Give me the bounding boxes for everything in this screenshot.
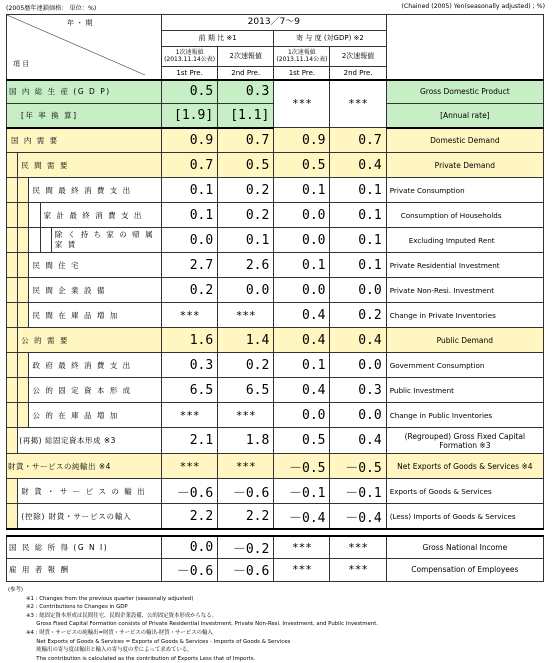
compensation-row [7, 558, 544, 581]
table-row [7, 228, 544, 253]
value-cell: －0.6 [162, 479, 218, 504]
table-row [7, 303, 544, 328]
value-cell: 0.4 [330, 328, 386, 353]
value-cell: 0.4 [330, 428, 386, 454]
value-cell: －0.1 [330, 479, 386, 504]
row-label: 財 貨 ・ サ ー ビ ス の 輸 出 [18, 479, 162, 504]
value-cell: 0.4 [274, 303, 330, 328]
row-label: 財貨・サービスの純輸出 ※4 [7, 454, 162, 479]
row-label: 民 間 最 終 消 費 支 出 [29, 178, 162, 203]
col3-header: 1次速報値 (2013.11.14公表) [274, 46, 330, 67]
value-cell: 0.1 [162, 203, 218, 228]
qoq-header: 前 期 比 ※1 [162, 31, 274, 46]
row-label-en: Private Non-Resi. Investment [386, 278, 543, 303]
value-cell: －0.6 [162, 558, 218, 581]
value-cell: 0.0 [218, 278, 274, 303]
table-row [7, 353, 544, 378]
row-label: 公 的 在 庫 品 増 加 [29, 403, 162, 428]
value-cell: 0.3 [330, 378, 386, 403]
value-cell: 0.2 [218, 178, 274, 203]
value-cell: 0.0 [330, 403, 386, 428]
value-cell: *** [218, 403, 274, 428]
value-cell: 0.1 [330, 178, 386, 203]
value-cell: 2.2 [162, 504, 218, 529]
value-cell: 2.7 [162, 253, 218, 278]
gdp-row [7, 80, 544, 104]
row-label-en: Excluding Imputed Rent [386, 228, 543, 253]
value-cell: 0.2 [218, 203, 274, 228]
value-cell: *** [162, 303, 218, 328]
value-cell: 0.1 [162, 178, 218, 203]
row-label: 公 的 固 定 資 本 形 成 [29, 378, 162, 403]
value-cell: －0.5 [274, 454, 330, 479]
value-cell: 0.5 [218, 153, 274, 178]
value-cell: 0.3 [162, 353, 218, 378]
value-cell: 0.9 [274, 128, 330, 153]
unit-note: (2005暦年連鎖価格： 単位：%) [6, 5, 97, 12]
value-cell: 1.4 [218, 328, 274, 353]
value-cell: [1.1] [218, 104, 274, 128]
value-cell: 0.7 [330, 128, 386, 153]
value-cell: 0.1 [330, 203, 386, 228]
footnote: (参考) [8, 587, 23, 593]
value-cell: 0.1 [218, 228, 274, 253]
row-label: 民 間 在 庫 品 増 加 [29, 303, 162, 328]
col4-header: 2次速報値 [330, 46, 386, 67]
value-cell: *** [274, 80, 330, 128]
value-cell: 0.4 [274, 378, 330, 403]
value-cell: 2.2 [218, 504, 274, 529]
value-cell: －0.4 [274, 504, 330, 529]
value-cell: *** [162, 403, 218, 428]
value-cell: 0.5 [162, 80, 218, 104]
value-cell: 0.0 [274, 228, 330, 253]
value-cell: 6.5 [218, 378, 274, 403]
row-label: 国 民 総 所 得 (G N I) [7, 536, 162, 559]
row-label: 雇 用 者 報 酬 [7, 558, 162, 581]
row-label-en: Change in Public Inventories [386, 403, 543, 428]
item-label: 項 目 [13, 60, 30, 68]
row-label: 国 内 総 生 産 (G D P) [7, 80, 162, 104]
value-cell: 0.4 [330, 153, 386, 178]
value-cell: 0.2 [162, 278, 218, 303]
row-label-en: Gross Domestic Product [386, 80, 543, 104]
footnote: 純輸出の寄与度は輸出と輸入の寄与度の差によって求めている。 [26, 647, 193, 654]
row-label: 家 計 最 終 消 費 支 出 [40, 203, 161, 228]
pre2: 2nd Pre. [218, 67, 274, 80]
row-label-en: Public Investment [386, 378, 543, 403]
table-row [7, 153, 544, 178]
table-row [7, 479, 544, 504]
row-label-en: Gross National Income [386, 536, 543, 559]
value-cell: 0.2 [330, 303, 386, 328]
gni-row [7, 536, 544, 559]
row-label-en: (Regrouped) Gross Fixed Capital Formation ※3 [386, 428, 543, 454]
value-cell: *** [274, 536, 330, 559]
row-label-en: Private Consumption [386, 178, 543, 203]
value-cell: 0.1 [274, 353, 330, 378]
value-cell: 0.0 [162, 536, 218, 559]
row-label: (再掲) 総固定資本形成 ※3 [18, 428, 162, 454]
row-label: (控除) 財貨・サービスの輸入 [18, 504, 162, 529]
pre3: 1st Pre. [274, 67, 330, 80]
value-cell: *** [218, 303, 274, 328]
value-cell: 0.5 [274, 428, 330, 454]
value-cell: *** [330, 80, 386, 128]
value-cell: 0.0 [274, 278, 330, 303]
table-row [7, 278, 544, 303]
row-label: 民 間 需 要 [18, 153, 162, 178]
table-row [7, 428, 544, 454]
gdp-table [6, 14, 544, 582]
footnote: ※1 : Changes from the previous quarter (seasonally adjusted) [26, 595, 194, 602]
row-label-en: Consumption of Households [386, 203, 543, 228]
row-label-en: Domestic Demand [386, 128, 543, 153]
row-label: 民 間 企 業 設 備 [29, 278, 162, 303]
value-cell: 1.8 [218, 428, 274, 454]
value-cell: 0.0 [330, 353, 386, 378]
value-cell: *** [330, 536, 386, 559]
value-cell: 0.7 [162, 153, 218, 178]
value-cell: 0.4 [274, 328, 330, 353]
table-row [7, 328, 544, 353]
value-cell: 0.1 [330, 253, 386, 278]
row-label: 除 く 持 ち 家 の 帰 属 家 賃 [51, 228, 161, 253]
table-row [7, 454, 544, 479]
footnote: ※3 : 総固定資本形成は民間住宅、民間企業設備、公的固定資本形成からなる。 [26, 612, 218, 619]
value-cell: *** [274, 558, 330, 581]
footnote: ※4 : 財貨・サービスの純輸出=財貨・サービスの輸出-財貨・サービスの輸入 [26, 629, 213, 636]
value-cell: －0.4 [330, 504, 386, 529]
row-label-en: Private Demand [386, 153, 543, 178]
value-cell: 1.6 [162, 328, 218, 353]
table-row [7, 403, 544, 428]
footnote: Gross Fixed Capital Formation consists of Private Residential Investment, Private Non-Resi. Investment, and Public Investment. [26, 621, 379, 628]
footnote: The contribution is calculated as the contribution of Exports Less that of Imports. [26, 655, 256, 662]
row-label: 民 間 住 宅 [29, 253, 162, 278]
table-row [7, 504, 544, 529]
value-cell: 2.1 [162, 428, 218, 454]
table-row [7, 128, 544, 153]
row-label-en: Public Demand [386, 328, 543, 353]
footnote: ※2 : Contributions to Changes in GDP [26, 604, 128, 611]
value-cell: －0.6 [218, 479, 274, 504]
value-cell: 0.2 [218, 353, 274, 378]
row-label-en: Compensation of Employees [386, 558, 543, 581]
row-label-en: [Annual rate] [386, 104, 543, 128]
value-cell: 2.6 [218, 253, 274, 278]
value-cell: －0.2 [218, 536, 274, 559]
diagonal-header-cell [7, 15, 162, 80]
row-label: 公 的 需 要 [18, 328, 162, 353]
unit-note-en: (Chained (2005) Yen(seasonally adjusted) ; %) [401, 3, 545, 10]
value-cell: 0.9 [162, 128, 218, 153]
value-cell: [1.9] [162, 104, 218, 128]
value-cell: 6.5 [162, 378, 218, 403]
period-label: 年 ・ 期 [67, 19, 93, 27]
col2-header: 2次速報値 [218, 46, 274, 67]
value-cell: －0.5 [330, 454, 386, 479]
row-label: [年 率 換 算] [7, 104, 162, 128]
row-label-en: Private Residential Investment [386, 253, 543, 278]
row-label-en: Net Exports of Goods & Services ※4 [386, 454, 543, 479]
table-row [7, 253, 544, 278]
row-label-en: Exports of Goods & Services [386, 479, 543, 504]
value-cell: *** [162, 454, 218, 479]
footnotes [8, 586, 379, 663]
row-label: 国 内 需 要 [7, 128, 162, 153]
value-cell: －0.6 [218, 558, 274, 581]
header-row-period [7, 15, 544, 31]
value-cell: *** [330, 558, 386, 581]
value-cell: 0.0 [330, 278, 386, 303]
row-label-en: Change in Private Inventories [386, 303, 543, 328]
footnote: Net Exports of Goods & Services = Exports of Goods & Services - Imports of Goods & Services [26, 638, 291, 645]
period-header: 2013／7～9 [162, 15, 387, 31]
blank-header [386, 15, 543, 80]
value-cell: 0.5 [274, 153, 330, 178]
row-label: 政 府 最 終 消 費 支 出 [29, 353, 162, 378]
value-cell: *** [218, 454, 274, 479]
row-label-en: (Less) Imports of Goods & Services [386, 504, 543, 529]
contrib-header: 寄 与 度 (対GDP) ※2 [274, 31, 386, 46]
table-row [7, 203, 544, 228]
col1-header: 1次速報値 (2013.11.14公表) [162, 46, 218, 67]
value-cell: －0.1 [274, 479, 330, 504]
pre1: 1st Pre. [162, 67, 218, 80]
table-row [7, 378, 544, 403]
table-row [7, 178, 544, 203]
value-cell: 0.1 [274, 178, 330, 203]
value-cell: 0.0 [274, 203, 330, 228]
value-cell: 0.0 [162, 228, 218, 253]
value-cell: 0.1 [330, 228, 386, 253]
value-cell: 0.7 [218, 128, 274, 153]
value-cell: 0.1 [274, 253, 330, 278]
value-cell: 0.3 [218, 80, 274, 104]
row-label-en: Government Consumption [386, 353, 543, 378]
value-cell: 0.0 [274, 403, 330, 428]
pre4: 2nd Pre. [330, 67, 386, 80]
